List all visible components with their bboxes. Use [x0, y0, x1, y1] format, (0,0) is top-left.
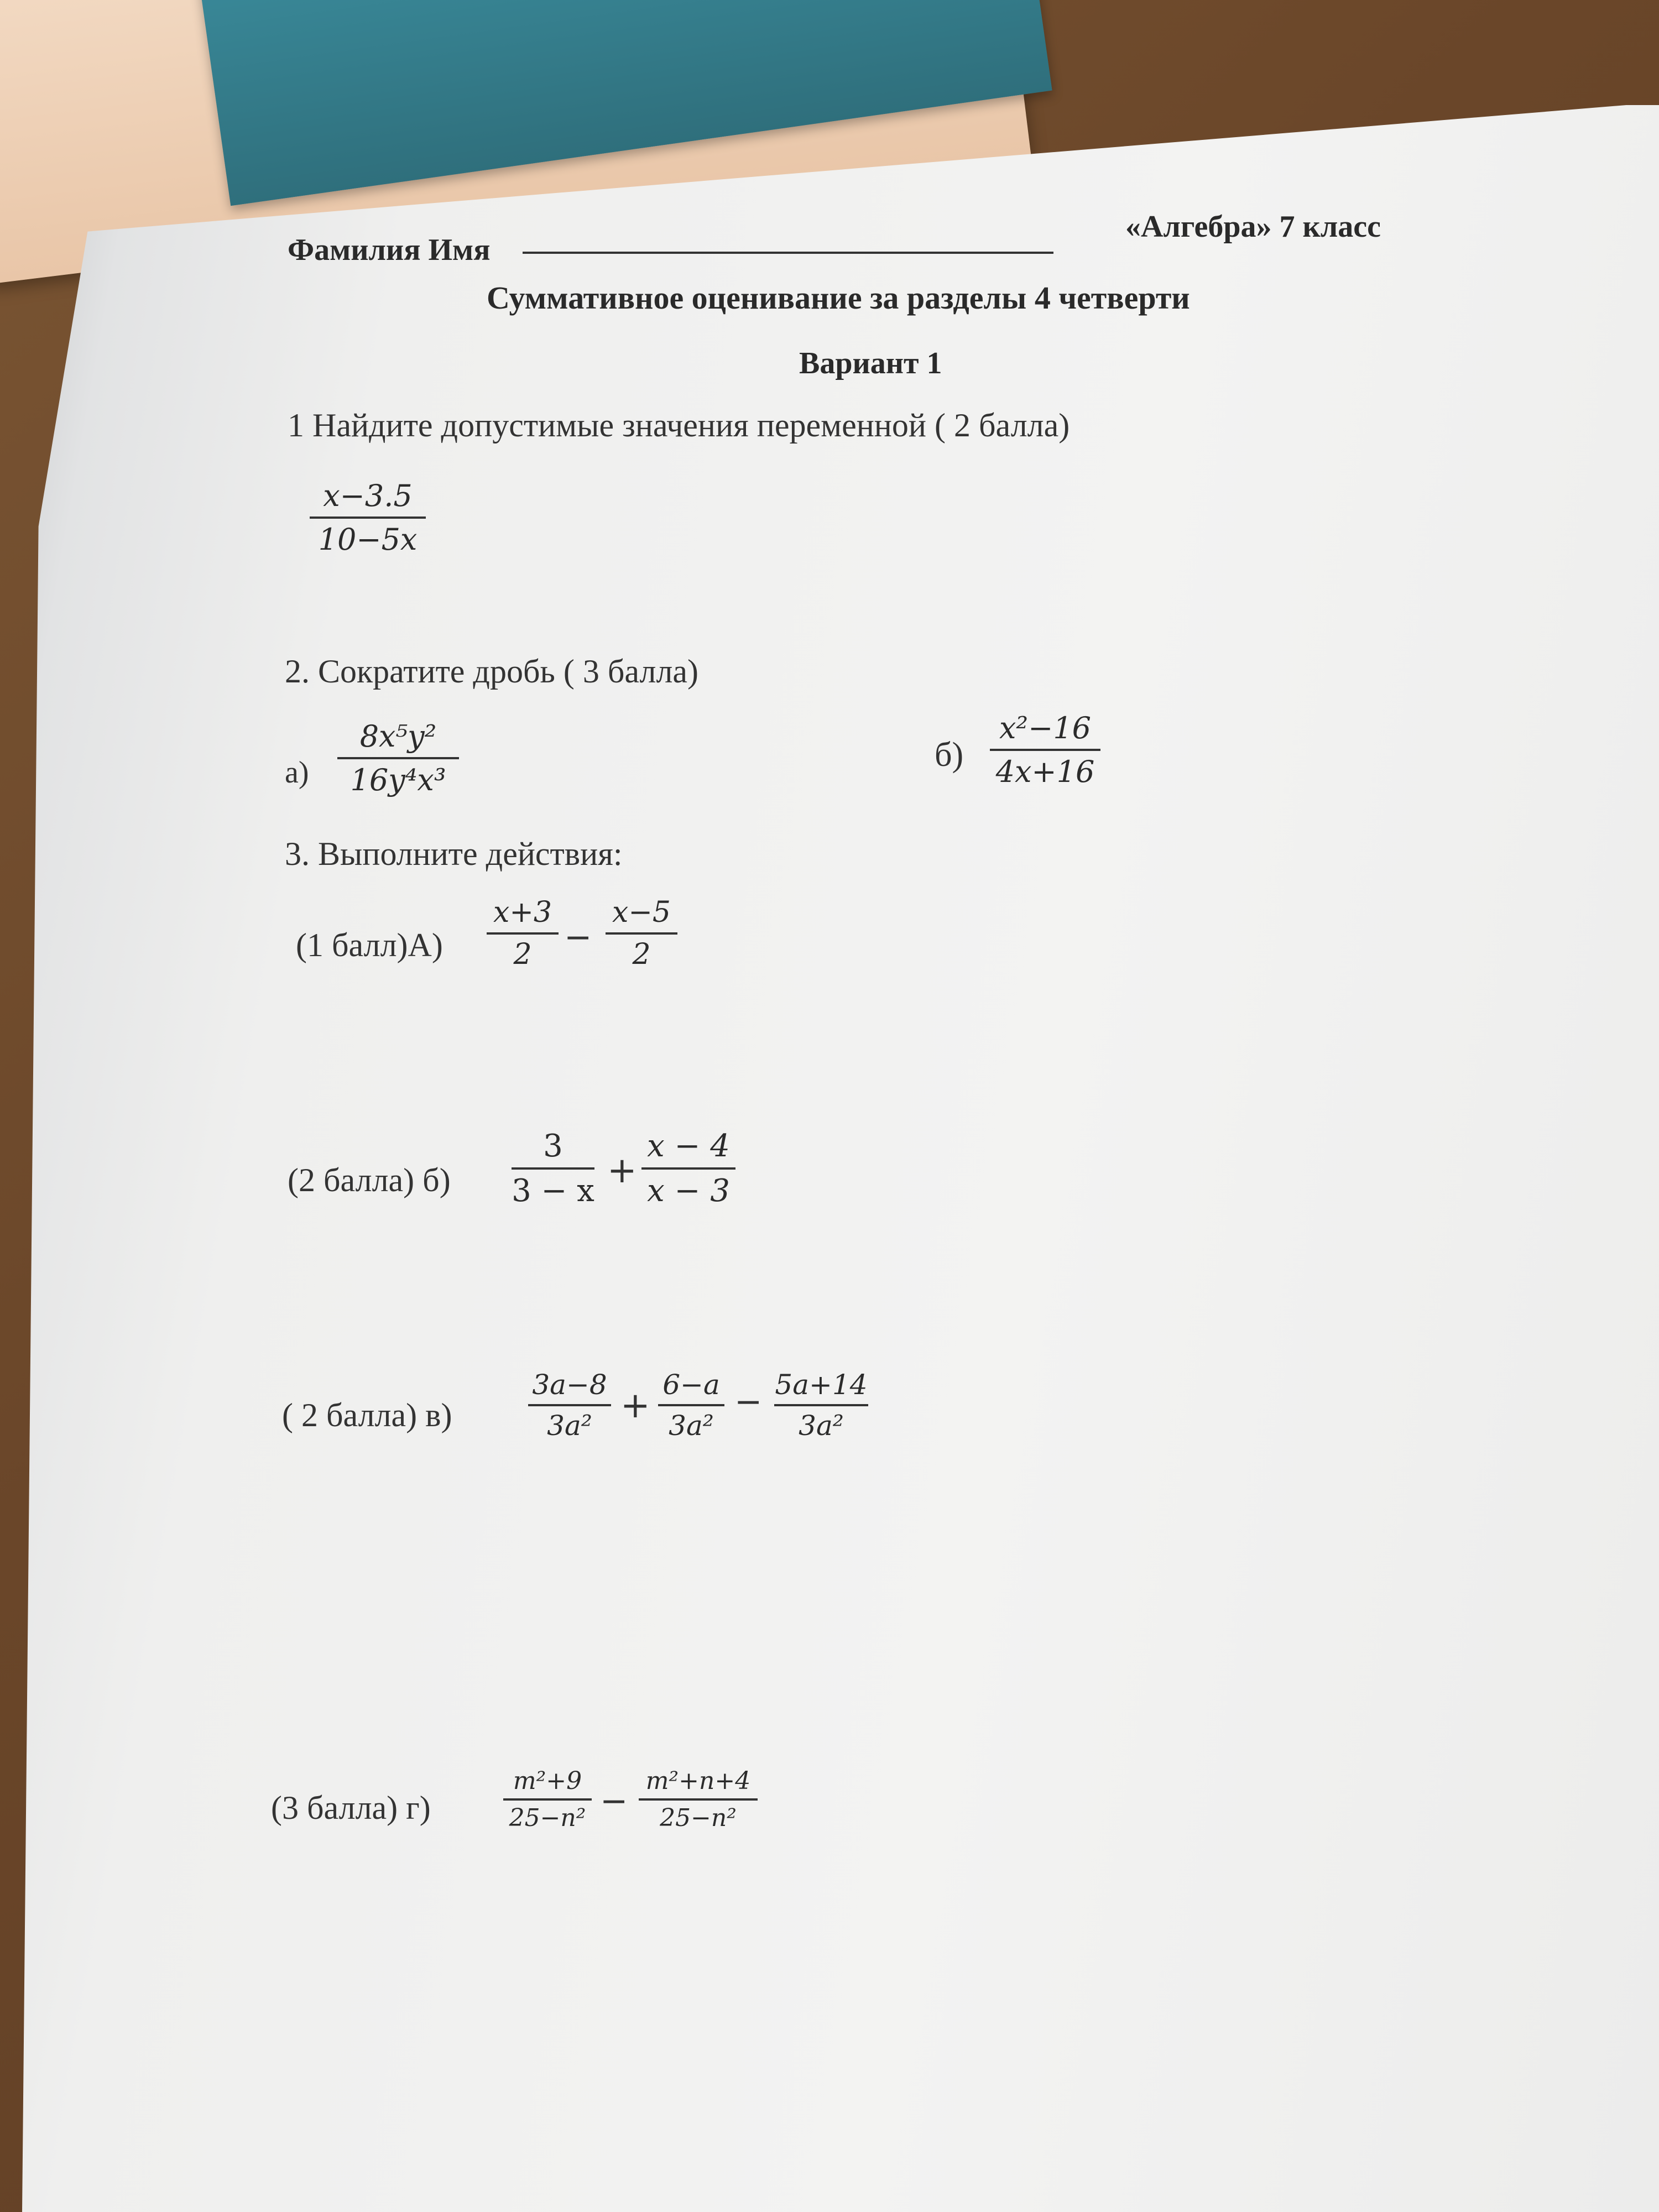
fraction-denominator: 25−n²	[660, 1804, 737, 1832]
fraction-denominator: 2	[632, 938, 651, 971]
fraction-numerator: x − 4	[647, 1128, 730, 1164]
fraction-denominator: 3a²	[547, 1410, 592, 1442]
question-3b-fraction-1	[512, 1128, 594, 1209]
fraction-numerator: 3	[543, 1128, 563, 1164]
operator-minus: −	[734, 1383, 763, 1421]
question-3a-fraction-1	[487, 896, 559, 971]
fraction-bar	[503, 1798, 592, 1801]
operator-minus: −	[564, 918, 592, 957]
question-3a-label: (1 балл)А)	[296, 927, 443, 963]
question-3b-fraction-2	[641, 1128, 735, 1209]
fraction-numerator: m²+n+4	[645, 1767, 751, 1795]
fraction-bar	[639, 1798, 758, 1801]
fraction-denominator: 3 − x	[512, 1173, 594, 1209]
fraction-bar	[990, 749, 1100, 751]
fraction-bar	[606, 932, 677, 935]
name-blank-line	[523, 252, 1053, 254]
question-1-fraction	[310, 478, 426, 557]
question-2b-label: б)	[935, 736, 964, 774]
question-2-text: 2. Сократите дробь ( 3 балла)	[285, 653, 699, 690]
fraction-numerator: m²+9	[513, 1767, 582, 1795]
fraction-numerator: 3a−8	[532, 1369, 607, 1401]
fraction-numerator: 6−a	[662, 1369, 720, 1401]
question-3c-label: ( 2 балла) в)	[282, 1397, 452, 1433]
subject-label: «Алгебра» 7 класс	[1125, 210, 1381, 244]
fraction-denominator: x − 3	[647, 1173, 730, 1209]
fraction-bar	[487, 932, 559, 935]
question-3b-label: (2 балла) б)	[288, 1162, 451, 1198]
name-label: Фамилия Имя	[288, 233, 491, 267]
page-title: Суммативное оценивание за разделы 4 четверти	[487, 280, 1190, 316]
fraction-numerator: x−3.5	[323, 478, 413, 513]
fraction-numerator: 8x⁵y²	[359, 719, 437, 754]
variant-label: Вариант 1	[799, 346, 942, 380]
fraction-numerator: x−5	[612, 896, 671, 929]
question-1-text: 1 Найдите допустимые значения переменной ( 2 балла)	[288, 407, 1070, 444]
fraction-denominator: 4x+16	[995, 754, 1095, 789]
fraction-bar	[658, 1404, 724, 1406]
fraction-numerator: x+3	[493, 896, 552, 929]
question-3d-fraction-1	[503, 1767, 592, 1832]
fraction-bar	[528, 1404, 611, 1406]
question-3a-fraction-2	[606, 896, 677, 971]
fraction-denominator: 2	[513, 938, 532, 971]
fraction-numerator: x²−16	[999, 711, 1092, 745]
fraction-bar	[512, 1167, 594, 1170]
question-2a-label: а)	[285, 755, 309, 790]
operator-plus: +	[607, 1150, 637, 1191]
operator-minus: −	[600, 1782, 628, 1820]
fraction-bar	[310, 517, 426, 519]
question-2a-fraction	[337, 719, 459, 797]
fraction-denominator: 10−5x	[318, 522, 418, 557]
fraction-numerator: 5a+14	[775, 1369, 868, 1401]
fraction-denominator: 3a²	[669, 1410, 714, 1442]
fraction-bar	[774, 1404, 868, 1406]
fraction-bar	[337, 757, 459, 759]
fraction-denominator: 16y⁴x³	[350, 763, 446, 797]
question-3d-label: (3 балла) г)	[271, 1790, 431, 1826]
question-3c-fraction-1	[528, 1369, 611, 1442]
fraction-bar	[641, 1167, 735, 1170]
operator-plus: +	[620, 1385, 650, 1426]
fraction-denominator: 25−n²	[509, 1804, 586, 1832]
question-2b-fraction	[990, 711, 1100, 789]
question-3-text: 3. Выполните действия:	[285, 836, 623, 872]
question-3c-fraction-3	[774, 1369, 868, 1442]
question-3d-fraction-2	[639, 1767, 758, 1832]
question-3c-fraction-2	[658, 1369, 724, 1442]
fraction-denominator: 3a²	[799, 1410, 844, 1442]
